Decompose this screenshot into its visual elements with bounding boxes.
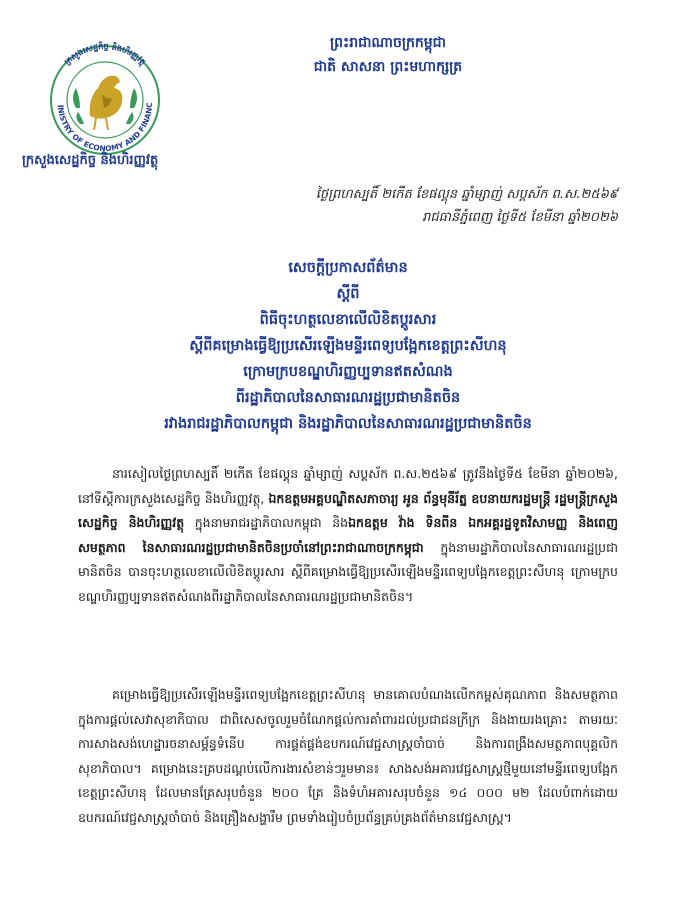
para1-cambodian-signatory: ឯកឧត្តមអគ្គបណ្ឌិតសភាចារ្យ អូន ព័ន្ធមុនីរ័ត្ន ឧបនាយករដ្ឋមន្ត្រី រដ្ឋមន្ត្រីក្រសួងសេដ្ឋកិច្ច និងហិរញ្ញវត្ថុ xyxy=(78,490,618,530)
body-paragraph-2 xyxy=(78,683,618,830)
ministry-name: ក្រសួងសេដ្ឋកិច្ច និងហិរញ្ញវត្ថុ xyxy=(22,153,159,168)
title-line-6: ពីរដ្ឋាភិបាលនៃសាធារណរដ្ឋប្រជាមានិតចិន xyxy=(235,390,461,406)
kingdom-heading: ព្រះរាជាណាចក្រកម្ពុជា xyxy=(329,35,446,51)
solar-date: រាជធានីភ្នំពេញ ថ្ងៃទី៥ ខែមីនា ឆ្នាំ២០២៦ xyxy=(422,210,618,225)
logo-khmer-text: ក្រសួងសេដ្ឋកិច្ច និងហិរញ្ញវត្ថុ xyxy=(62,41,148,67)
para1-chinese-signatory: ឯកឧត្តម វ៉ាង ទិនពីន ឯកអគ្គរដ្ឋទូតវិសាមញ្ញ និងពេញសមត្ថភាព នៃសាធារណរដ្ឋប្រជាមានិតចិនប្រចាំនៅព្រះរាជាណាចក្រកម្ពុជា xyxy=(78,515,618,555)
logo-text: INISTRY OF ECONOMY AND FINANC xyxy=(55,102,155,154)
body-paragraph-1 xyxy=(78,462,618,609)
title-line-2: ស្តីពី xyxy=(336,286,360,302)
document-title xyxy=(30,255,666,437)
para1-middle: ក្នុងនាមរាជរដ្ឋាភិបាលកម្ពុជា និង xyxy=(184,515,349,530)
lunar-date: ថ្ងៃព្រហស្បតិ៍ ២កើត ខែផល្គុន ឆ្នាំម្សាញ់ សប្តស័ក ព.ស.២៥៦៩ xyxy=(315,187,618,202)
ministry-logo xyxy=(40,38,170,156)
national-motto: ជាតិ សាសនា ព្រះមហាក្សត្រ xyxy=(313,59,463,75)
title-line-4: ស្តីពីគម្រោងធ្វើឱ្យប្រសើរឡើងមន្ទីរពេទ្យបង្អែកខេត្តព្រះសីហនុ xyxy=(189,338,507,354)
title-line-5: ក្រោមក្របខណ្ឌហិរញ្ញប្បទានឥតសំណង xyxy=(243,364,453,380)
title-line-1: សេចក្តីប្រកាសព័ត៌មាន xyxy=(288,260,408,276)
para2-text: គម្រោងធ្វើឱ្យប្រសើរឡើងមន្ទីរពេទ្យបង្អែកខេត្តព្រះសីហនុ មានគោលបំណងលើកកម្ពស់គុណភាព និងសមត្ថភាពក្នុងការផ្តល់សេវាសុខាភិបាល ជាពិសេសចូលរួមចំណែកផ្តល់ការគាំពារដល់ប្រជាជនក្រីក្រ និងងាយរងគ្រោះ តាមរយៈការសាងសង់ហេដ្ឋារចនាសម្ព័ន្ធទំនើប ការផ្គត់ផ្គង់ឧបករណ៍វេជ្ជសាស្ត្រចាំបាច់ និងការពង្រឹងសមត្ថភាពបុគ្គលិកសុខាភិបាល។ គម្រោងនេះគ្របដណ្តប់លើការងារសំខាន់ៗរួមមាន៖ សាងសង់អគារវេជ្ជសាស្ត្រថ្មីមួយនៅមន្ទីរពេទ្យបង្អែកខេត្តព្រះសីហនុ ដែលមានគ្រែសរុបចំនួន ២០០ គ្រែ និងទំហំអគារសរុបចំនួន ១៤ ០០០ ម២ ដែលបំពាក់ដោយឧបករណ៍វេជ្ជសាស្ត្រចាំបាច់ និងគ្រឿងសង្ហារឹម ព្រមទាំងរៀបចំប្រព័ន្ធគ្រប់គ្រងព័ត៌មានវេជ្ជសាស្ត្រ។ xyxy=(78,687,618,825)
title-line-3: ពិធីចុះហត្ថលេខាលើលិខិតប្តូរសារ xyxy=(259,312,437,328)
title-line-7: រវាងរាជរដ្ឋាភិបាលកម្ពុជា និងរដ្ឋាភិបាលនៃសាធារណរដ្ឋប្រជាមានិតចិន xyxy=(164,416,532,432)
para1-intro: នារសៀលថ្ងៃព្រហស្បតិ៍ ២កើត ខែផល្គុន ឆ្នាំម្សាញ់ សប្តស័ក ព.ស.២៥៦៩ ត្រូវនឹងថ្ងៃទី៥ ខែមីនា ឆ្នាំ២០២៦, នៅទីស្តីការក្រសួងសេដ្ឋកិច្ច និងហិរញ្ញវត្ថុ, xyxy=(78,466,618,506)
ministry-seal-icon xyxy=(40,38,170,156)
para1-closing: ក្នុងនាមរដ្ឋាភិបាលនៃសាធារណរដ្ឋប្រជាមានិតចិន បានចុះហត្ថលេខាលើលិខិតប្តូរសារ ស្តីពីគម្រោងធ្វើឱ្យប្រសើរឡើងមន្ទីរពេទ្យបង្អែកខេត្តព្រះសីហនុ ក្រោមក្របខណ្ឌហិរញ្ញប្បទានឥតសំណងពីរដ្ឋាភិបាលនៃសាធារណរដ្ឋប្រជាមានិតចិន។ xyxy=(78,539,618,604)
